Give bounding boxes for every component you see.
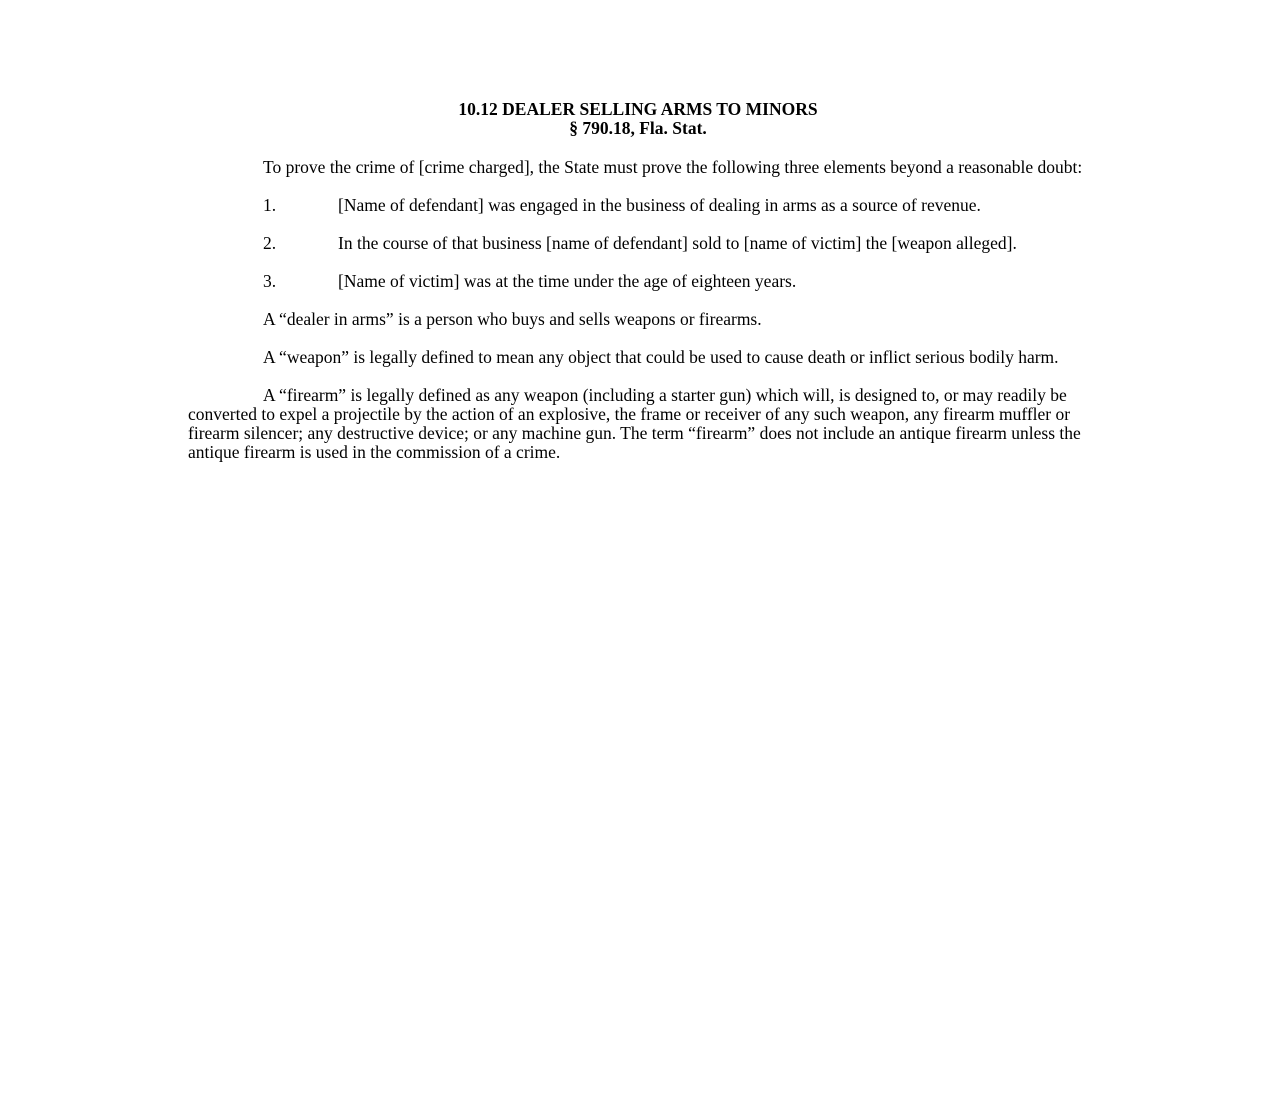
intro-paragraph: To prove the crime of [crime charged], the State must prove the following three elements beyond a reasonable doubt:: [263, 157, 1083, 177]
list-item-number: 3.: [263, 271, 277, 291]
list-item: [188, 196, 1088, 215]
title-heading: 10.12 DEALER SELLING ARMS TO MINORS: [458, 99, 818, 119]
list-item-number: 1.: [263, 195, 277, 215]
list-item: [188, 272, 1088, 291]
list-item-text: [Name of defendant] was engaged in the business of dealing in arms as a source of revenue.: [338, 195, 981, 215]
list-item-number: 2.: [263, 233, 277, 253]
elements-list: [188, 196, 1088, 291]
document-page: [188, 100, 1088, 462]
document-title: [188, 100, 1088, 138]
statute-citation: § 790.18, Fla. Stat.: [569, 118, 707, 138]
firearm-definition: A “firearm” is legally defined as any weapon (including a starter gun) which will, is designed to, or may readily be converted to expel a projectile by the action of an explosive, the frame or receiver of any such weapon, any firearm muffler or firearm silencer; any destructive device; or any machine gun. The term “firearm” does not include an antique firearm unless the antique firearm is used in the commission of a crime.: [188, 385, 1081, 462]
weapon-definition: A “weapon” is legally defined to mean any object that could be used to cause death or inflict serious bodily harm.: [263, 347, 1059, 367]
list-item-text: In the course of that business [name of defendant] sold to [name of victim] the [weapon alleged].: [338, 233, 1017, 253]
list-item-text: [Name of victim] was at the time under the age of eighteen years.: [338, 271, 797, 291]
dealer-definition: A “dealer in arms” is a person who buys and sells weapons or firearms.: [263, 309, 762, 329]
list-item: [188, 234, 1088, 253]
